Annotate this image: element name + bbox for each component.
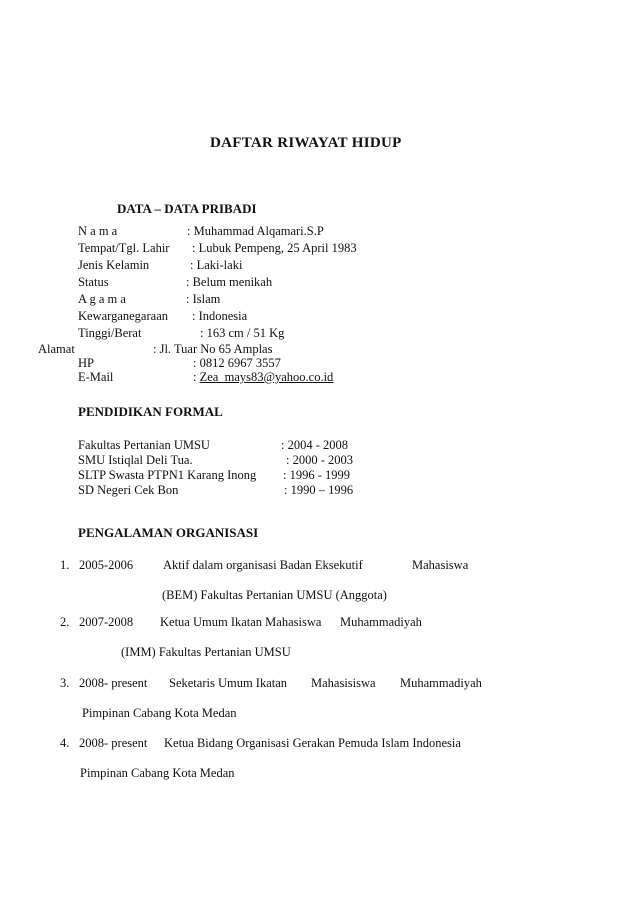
label-email: E-Mail	[78, 370, 114, 384]
org-item-2-line1-a: Ketua Umum Ikatan Mahasiswa	[160, 615, 322, 629]
label-phone: HP	[78, 356, 94, 370]
org-item-4-line1-a: Ketua Bidang Organisasi Gerakan Pemuda Islam Indonesia	[164, 736, 461, 750]
education-years-4: : 1990 – 1996	[284, 483, 354, 497]
value-religion: : Islam	[186, 292, 221, 306]
label-gender: Jenis Kelamin	[78, 258, 150, 272]
email-prefix: :	[193, 370, 200, 384]
personal-data-heading: DATA – DATA PRIBADI	[117, 201, 257, 216]
org-item-1-number: 1.	[60, 558, 70, 572]
org-item-3-line1-c: Muhammadiyah	[400, 676, 482, 690]
org-item-2-line2: (IMM) Fakultas Pertanian UMSU	[121, 645, 291, 659]
value-gender: : Laki-laki	[190, 258, 243, 272]
label-height-weight: Tinggi/Berat	[78, 326, 142, 340]
org-item-3-line2: Pimpinan Cabang Kota Medan	[82, 706, 237, 720]
org-item-1-line1-a: Aktif dalam organisasi Badan Eksekutif	[163, 558, 363, 572]
org-item-2-period: 2007-2008	[79, 615, 134, 629]
page-title: DAFTAR RIWAYAT HIDUP	[210, 135, 402, 151]
label-address: Alamat	[38, 342, 75, 356]
education-years-3: : 1996 - 1999	[283, 468, 351, 482]
org-item-4-number: 4.	[60, 736, 70, 750]
org-item-3-period: 2008- present	[79, 676, 148, 690]
org-item-1-period: 2005-2006	[79, 558, 134, 572]
org-item-3-line1-b: Mahasisiswa	[311, 676, 376, 690]
label-religion: A g a m a	[78, 292, 126, 306]
label-status: Status	[78, 275, 109, 289]
education-years-1: : 2004 - 2008	[281, 438, 349, 452]
org-item-4-period: 2008- present	[79, 736, 148, 750]
education-heading: PENDIDIKAN FORMAL	[78, 404, 223, 419]
email-link[interactable]: Zea_mays83@yahoo.co.id	[199, 370, 334, 384]
label-nama: N a m a	[78, 224, 118, 238]
value-address: : Jl. Tuar No 65 Amplas	[153, 342, 273, 356]
org-item-1-line2: (BEM) Fakultas Pertanian UMSU (Anggota)	[162, 588, 387, 602]
org-item-2-line1-b: Muhammadiyah	[340, 615, 422, 629]
education-school-1: Fakultas Pertanian UMSU	[78, 438, 210, 452]
education-school-3: SLTP Swasta PTPN1 Karang Inong	[78, 468, 257, 482]
education-school-2: SMU Istiqlal Deli Tua.	[78, 453, 193, 467]
value-nama: : Muhammad Alqamari.S.P	[187, 224, 324, 238]
value-nationality: : Indonesia	[192, 309, 248, 323]
value-email	[193, 371, 333, 384]
education-school-4: SD Negeri Cek Bon	[78, 483, 179, 497]
education-years-2: : 2000 - 2003	[286, 453, 354, 467]
label-birth: Tempat/Tgl. Lahir	[78, 241, 170, 255]
org-item-3-number: 3.	[60, 676, 70, 690]
value-phone: : 0812 6967 3557	[193, 356, 281, 370]
organization-heading: PENGALAMAN ORGANISASI	[78, 525, 259, 540]
value-status: : Belum menikah	[186, 275, 273, 289]
label-nationality: Kewarganegaraan	[78, 309, 168, 323]
value-birth: : Lubuk Pempeng, 25 April 1983	[192, 241, 357, 255]
org-item-1-line1-b: Mahasiswa	[412, 558, 469, 572]
org-item-4-line2: Pimpinan Cabang Kota Medan	[80, 766, 235, 780]
value-height-weight: : 163 cm / 51 Kg	[200, 326, 285, 340]
org-item-2-number: 2.	[60, 615, 70, 629]
org-item-3-line1-a: Seketaris Umum Ikatan	[169, 676, 288, 690]
